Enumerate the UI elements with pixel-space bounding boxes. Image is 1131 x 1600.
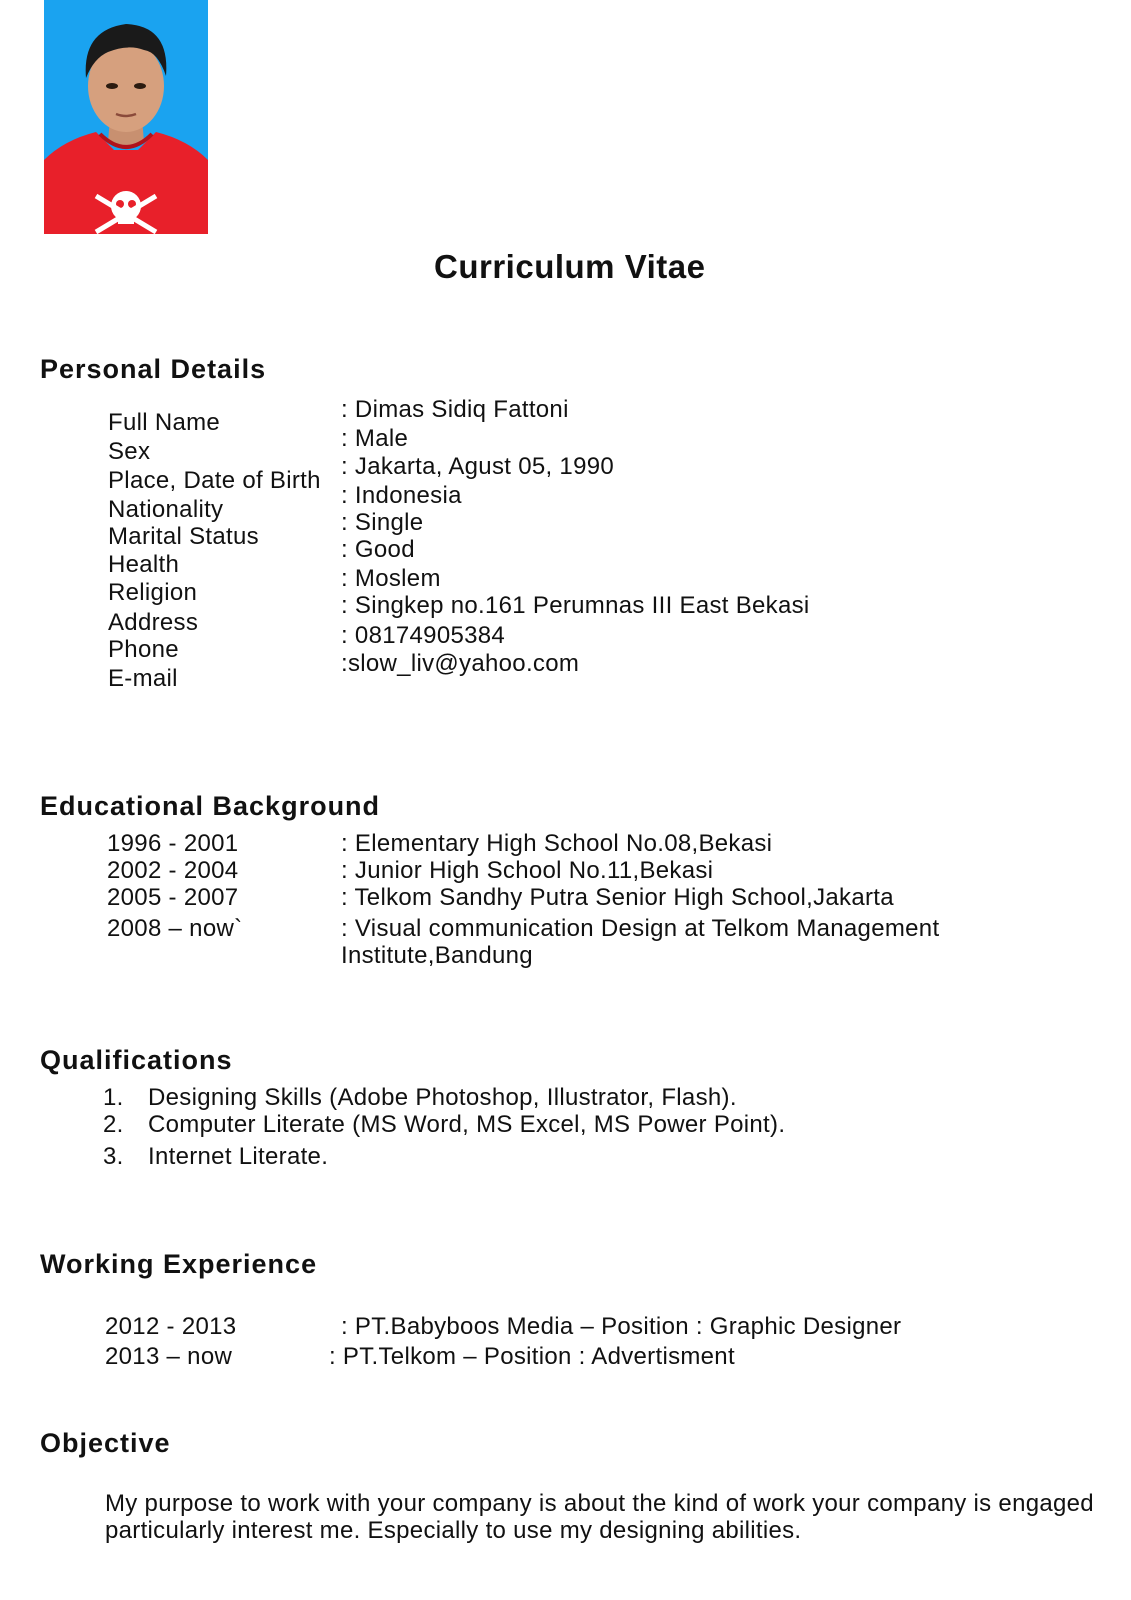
personal-label-religion: Religion xyxy=(108,579,198,606)
personal-value-email: :slow_liv@yahoo.com xyxy=(341,650,580,677)
education-years: 2002 - 2004 xyxy=(107,857,239,884)
qualifications-heading: Qualifications xyxy=(40,1045,233,1075)
personal-value-religion: : Moslem xyxy=(341,565,441,592)
personal-value-address: : Singkep no.161 Perumnas III East Bekasi xyxy=(341,592,810,619)
education-years: 1996 - 2001 xyxy=(107,830,239,857)
personal-label-marital-status: Marital Status xyxy=(108,523,259,550)
personal-value-birth: : Jakarta, Agust 05, 1990 xyxy=(341,453,615,480)
education-school: : Telkom Sandhy Putra Senior High School,Jakarta xyxy=(341,884,894,911)
personal-value-health: : Good xyxy=(341,536,415,563)
qualification-item: Designing Skills (Adobe Photoshop, Illustrator, Flash). xyxy=(148,1084,737,1111)
personal-label-email: E-mail xyxy=(108,665,178,692)
personal-label-health: Health xyxy=(108,551,180,578)
education-years: 2005 - 2007 xyxy=(107,884,239,911)
profile-photo xyxy=(44,0,208,234)
personal-value-marital-status: : Single xyxy=(341,509,424,536)
personal-label-phone: Phone xyxy=(108,636,179,663)
qualification-item: Computer Literate (MS Word, MS Excel, MS Power Point). xyxy=(148,1111,786,1138)
education-school: : Elementary High School No.08,Bekasi xyxy=(341,830,773,857)
qualification-number: 3. xyxy=(103,1143,124,1170)
education-school: : Junior High School No.11,Bekasi xyxy=(341,857,714,884)
experience-detail: : PT.Telkom – Position : Advertisment xyxy=(329,1343,735,1370)
objective-text-line-1: My purpose to work with your company is about the kind of work your company is engaged xyxy=(105,1490,1094,1517)
personal-details-heading: Personal Details xyxy=(40,354,267,384)
qualification-item: Internet Literate. xyxy=(148,1143,329,1170)
education-years: 2008 – now` xyxy=(107,915,243,942)
personal-value-full-name: : Dimas Sidiq Fattoni xyxy=(341,396,569,423)
personal-value-sex: : Male xyxy=(341,425,409,452)
objective-heading: Objective xyxy=(40,1428,171,1458)
qualification-number: 1. xyxy=(103,1084,124,1111)
personal-value-phone: : 08174905384 xyxy=(341,622,506,649)
qualification-number: 2. xyxy=(103,1111,124,1138)
page-title: Curriculum Vitae xyxy=(434,248,706,285)
education-heading: Educational Background xyxy=(40,791,381,821)
personal-value-nationality: : Indonesia xyxy=(341,482,462,509)
personal-label-address: Address xyxy=(108,609,199,636)
experience-heading: Working Experience xyxy=(40,1249,318,1279)
personal-label-full-name: Full Name xyxy=(108,409,221,436)
personal-label-sex: Sex xyxy=(108,438,151,465)
education-school: : Visual communication Design at Telkom Management xyxy=(341,915,940,942)
experience-detail: : PT.Babyboos Media – Position : Graphic Designer xyxy=(341,1313,902,1340)
education-school-continued: Institute,Bandung xyxy=(341,942,533,969)
personal-label-nationality: Nationality xyxy=(108,496,224,523)
experience-years: 2013 – now xyxy=(105,1343,233,1370)
objective-text-line-2: particularly interest me. Especially to use my designing abilities. xyxy=(105,1517,802,1544)
personal-label-birth: Place, Date of Birth xyxy=(108,467,321,494)
experience-years: 2012 - 2013 xyxy=(105,1313,237,1340)
